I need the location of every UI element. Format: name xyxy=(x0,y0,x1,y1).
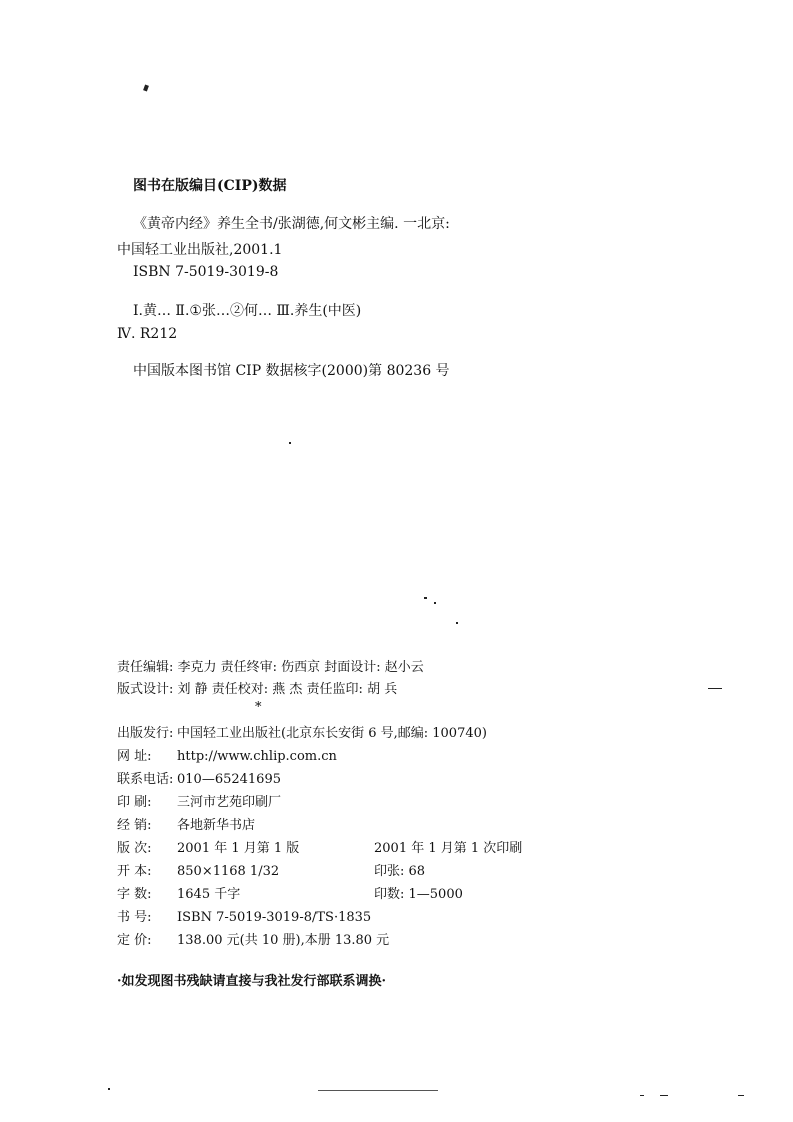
separator-star: * xyxy=(255,700,262,715)
cip-heading: 图书在版编目(CIP)数据 xyxy=(133,178,287,194)
scan-speck xyxy=(108,1088,110,1090)
book-number-label: 书 号: xyxy=(117,910,152,925)
scan-speck xyxy=(456,622,458,624)
scan-speck xyxy=(660,1095,668,1096)
printer-row xyxy=(117,791,281,810)
printer-value: 三河市艺苑印刷厂 xyxy=(177,795,282,810)
edition-value: 2001 年 1 月第 1 版 xyxy=(177,841,300,856)
print-run-value: 印数: 1—5000 xyxy=(374,887,463,902)
scan-speck xyxy=(738,1095,744,1096)
scan-speck xyxy=(434,602,436,604)
price-row xyxy=(117,929,389,948)
format-value: 850×1168 1/32 xyxy=(177,864,280,879)
sheets-value: 印张: 68 xyxy=(374,864,426,879)
scan-speck xyxy=(289,442,291,444)
credits-line-1: 责任编辑: 李克力 责任终审: 伤西京 封面设计: 赵小云 xyxy=(117,660,424,675)
book-number-row xyxy=(117,906,371,925)
cip-line-title: 《黄帝内经》养生全书/张湖德,何文彬主编. 一北京: xyxy=(133,216,450,232)
book-number-value: ISBN 7-5019-3019-8/TS·1835 xyxy=(177,910,372,925)
publisher-label: 出版发行: xyxy=(117,726,174,741)
words-row xyxy=(117,883,240,902)
format-row xyxy=(117,860,279,879)
cip-line-index: Ⅰ.黄… Ⅱ.①张…②何… Ⅲ.养生(中医) xyxy=(133,303,362,319)
phone-label: 联系电话: xyxy=(117,772,174,787)
scan-speck xyxy=(708,688,722,689)
distributor-label: 经 销: xyxy=(117,818,152,833)
publisher-row xyxy=(117,722,487,741)
price-label: 定 价: xyxy=(117,933,152,948)
scan-speck xyxy=(143,84,149,91)
distributor-value: 各地新华书店 xyxy=(177,818,256,833)
credits-line-2: 版式设计: 刘 静 责任校对: 燕 杰 责任监印: 胡 兵 xyxy=(117,682,398,697)
cip-line-class: Ⅳ. R212 xyxy=(117,326,178,342)
words-label: 字 数: xyxy=(117,887,152,902)
words-value: 1645 千字 xyxy=(177,887,241,902)
format-label: 开 本: xyxy=(117,864,152,879)
cip-line-isbn: ISBN 7-5019-3019-8 xyxy=(133,264,279,280)
scan-speck xyxy=(640,1095,644,1096)
website-row xyxy=(117,745,337,764)
price-value: 138.00 元(共 10 册),本册 13.80 元 xyxy=(177,933,390,948)
scan-speck xyxy=(318,1090,438,1091)
distributor-row xyxy=(117,814,255,833)
cip-line-record: 中国版本图书馆 CIP 数据核字(2000)第 80236 号 xyxy=(133,363,450,379)
replacement-notice: ·如发现图书残缺请直接与我社发行部联系调换· xyxy=(117,974,387,989)
edition-label: 版 次: xyxy=(117,841,152,856)
scan-speck xyxy=(424,597,427,599)
website-value: http://www.chlip.com.cn xyxy=(177,749,337,764)
publisher-value: 中国轻工业出版社(北京东长安街 6 号,邮编: 100740) xyxy=(177,726,487,741)
phone-row xyxy=(117,768,281,787)
cip-line-publisher: 中国轻工业出版社,2001.1 xyxy=(117,242,283,258)
website-label: 网 址: xyxy=(117,749,152,764)
printer-label: 印 刷: xyxy=(117,795,152,810)
phone-value: 010—65241695 xyxy=(177,772,281,787)
printing-value: 2001 年 1 月第 1 次印刷 xyxy=(374,841,523,856)
edition-row xyxy=(117,837,299,856)
